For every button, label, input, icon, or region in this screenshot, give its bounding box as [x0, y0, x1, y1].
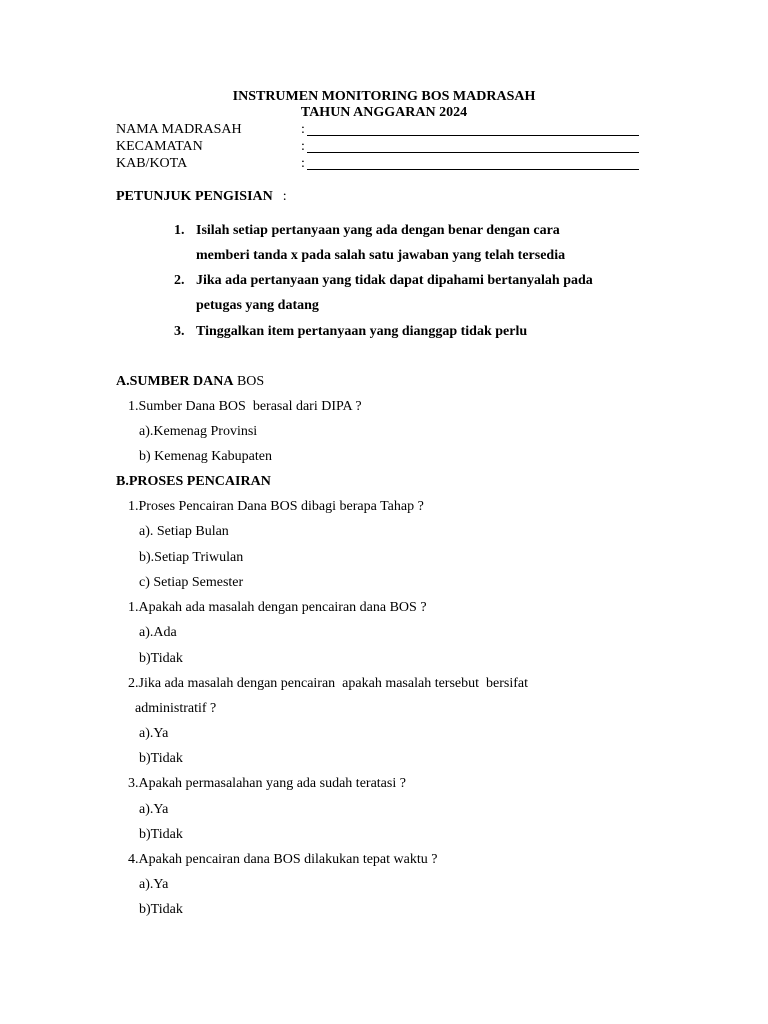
instruction-number: 2. [174, 273, 185, 288]
answer-option[interactable]: a).Ya [139, 877, 169, 892]
instruction-item [174, 222, 560, 239]
answer-option[interactable]: a).Kemenag Provinsi [139, 424, 258, 439]
identity-label: KECAMATAN [116, 139, 203, 154]
document-subtitle: TAHUN ANGGARAN 2024 [300, 105, 468, 120]
section-b-title: B.PROSES PENCAIRAN [116, 474, 271, 489]
answer-option[interactable]: a).Ya [139, 726, 169, 741]
answer-option[interactable]: a).Ya [139, 802, 169, 817]
question-text: 1.Proses Pencairan Dana BOS dibagi berapa Tahap ? [128, 499, 424, 514]
instruction-text: Isilah setiap pertanyaan yang ada dengan benar dengan cara [196, 223, 560, 238]
instruction-text: Tinggalkan item pertanyaan yang dianggap tidak perlu [196, 324, 528, 339]
instruction-text-continued: petugas yang datang [196, 298, 319, 313]
question-text-continued: administratif ? [135, 701, 217, 716]
instruction-text-continued: memberi tanda x pada salah satu jawaban yang telah tersedia [196, 248, 566, 263]
instruction-number: 1. [174, 223, 185, 238]
question-text: 4.Apakah pencairan dana BOS dilakukan tepat waktu ? [128, 852, 438, 867]
question-text: 2.Jika ada masalah dengan pencairan apakah masalah tersebut bersifat [128, 676, 528, 691]
identity-label: KAB/KOTA [116, 156, 188, 171]
answer-option[interactable]: b)Tidak [139, 751, 183, 766]
answer-option[interactable]: a).Ada [139, 625, 177, 640]
instruction-text: Jika ada pertanyaan yang tidak dapat dipahami bertanyalah pada [196, 273, 593, 288]
identity-row-kab-kota [116, 155, 646, 172]
identity-colon: : [301, 139, 305, 154]
answer-option[interactable]: b)Tidak [139, 902, 183, 917]
section-a-title-normal: BOS [233, 374, 265, 389]
identity-row-kecamatan [116, 138, 646, 155]
instructions-heading-text: PETUNJUK PENGISIAN [116, 189, 273, 204]
answer-option[interactable]: a). Setiap Bulan [139, 524, 229, 539]
instruction-item [174, 272, 593, 289]
answer-option[interactable]: c) Setiap Semester [139, 575, 244, 590]
question-text: 3.Apakah permasalahan yang ada sudah teratasi ? [128, 776, 406, 791]
identity-colon: : [301, 122, 305, 137]
answer-option[interactable]: b) Kemenag Kabupaten [139, 449, 272, 464]
answer-option[interactable]: b).Setiap Triwulan [139, 550, 244, 565]
answer-option[interactable]: b)Tidak [139, 827, 183, 842]
document-title: INSTRUMEN MONITORING BOS MADRASAH [232, 89, 536, 104]
section-a-title-bold: A.SUMBER DANA [116, 374, 234, 389]
question-text: 1.Sumber Dana BOS berasal dari DIPA ? [128, 399, 362, 414]
identity-row-nama-madrasah [116, 121, 646, 138]
identity-label: NAMA MADRASAH [116, 122, 242, 137]
section-a-title [116, 373, 264, 390]
instruction-number: 3. [174, 324, 185, 339]
identity-blank-line [307, 169, 639, 170]
instructions-heading [116, 188, 287, 205]
answer-option[interactable]: b)Tidak [139, 651, 183, 666]
identity-blank-line [307, 152, 639, 153]
identity-blank-line [307, 135, 639, 136]
instructions-colon: : [282, 189, 287, 204]
instruction-item [174, 323, 527, 340]
question-text: 1.Apakah ada masalah dengan pencairan dana BOS ? [128, 600, 427, 615]
identity-colon: : [301, 156, 305, 171]
